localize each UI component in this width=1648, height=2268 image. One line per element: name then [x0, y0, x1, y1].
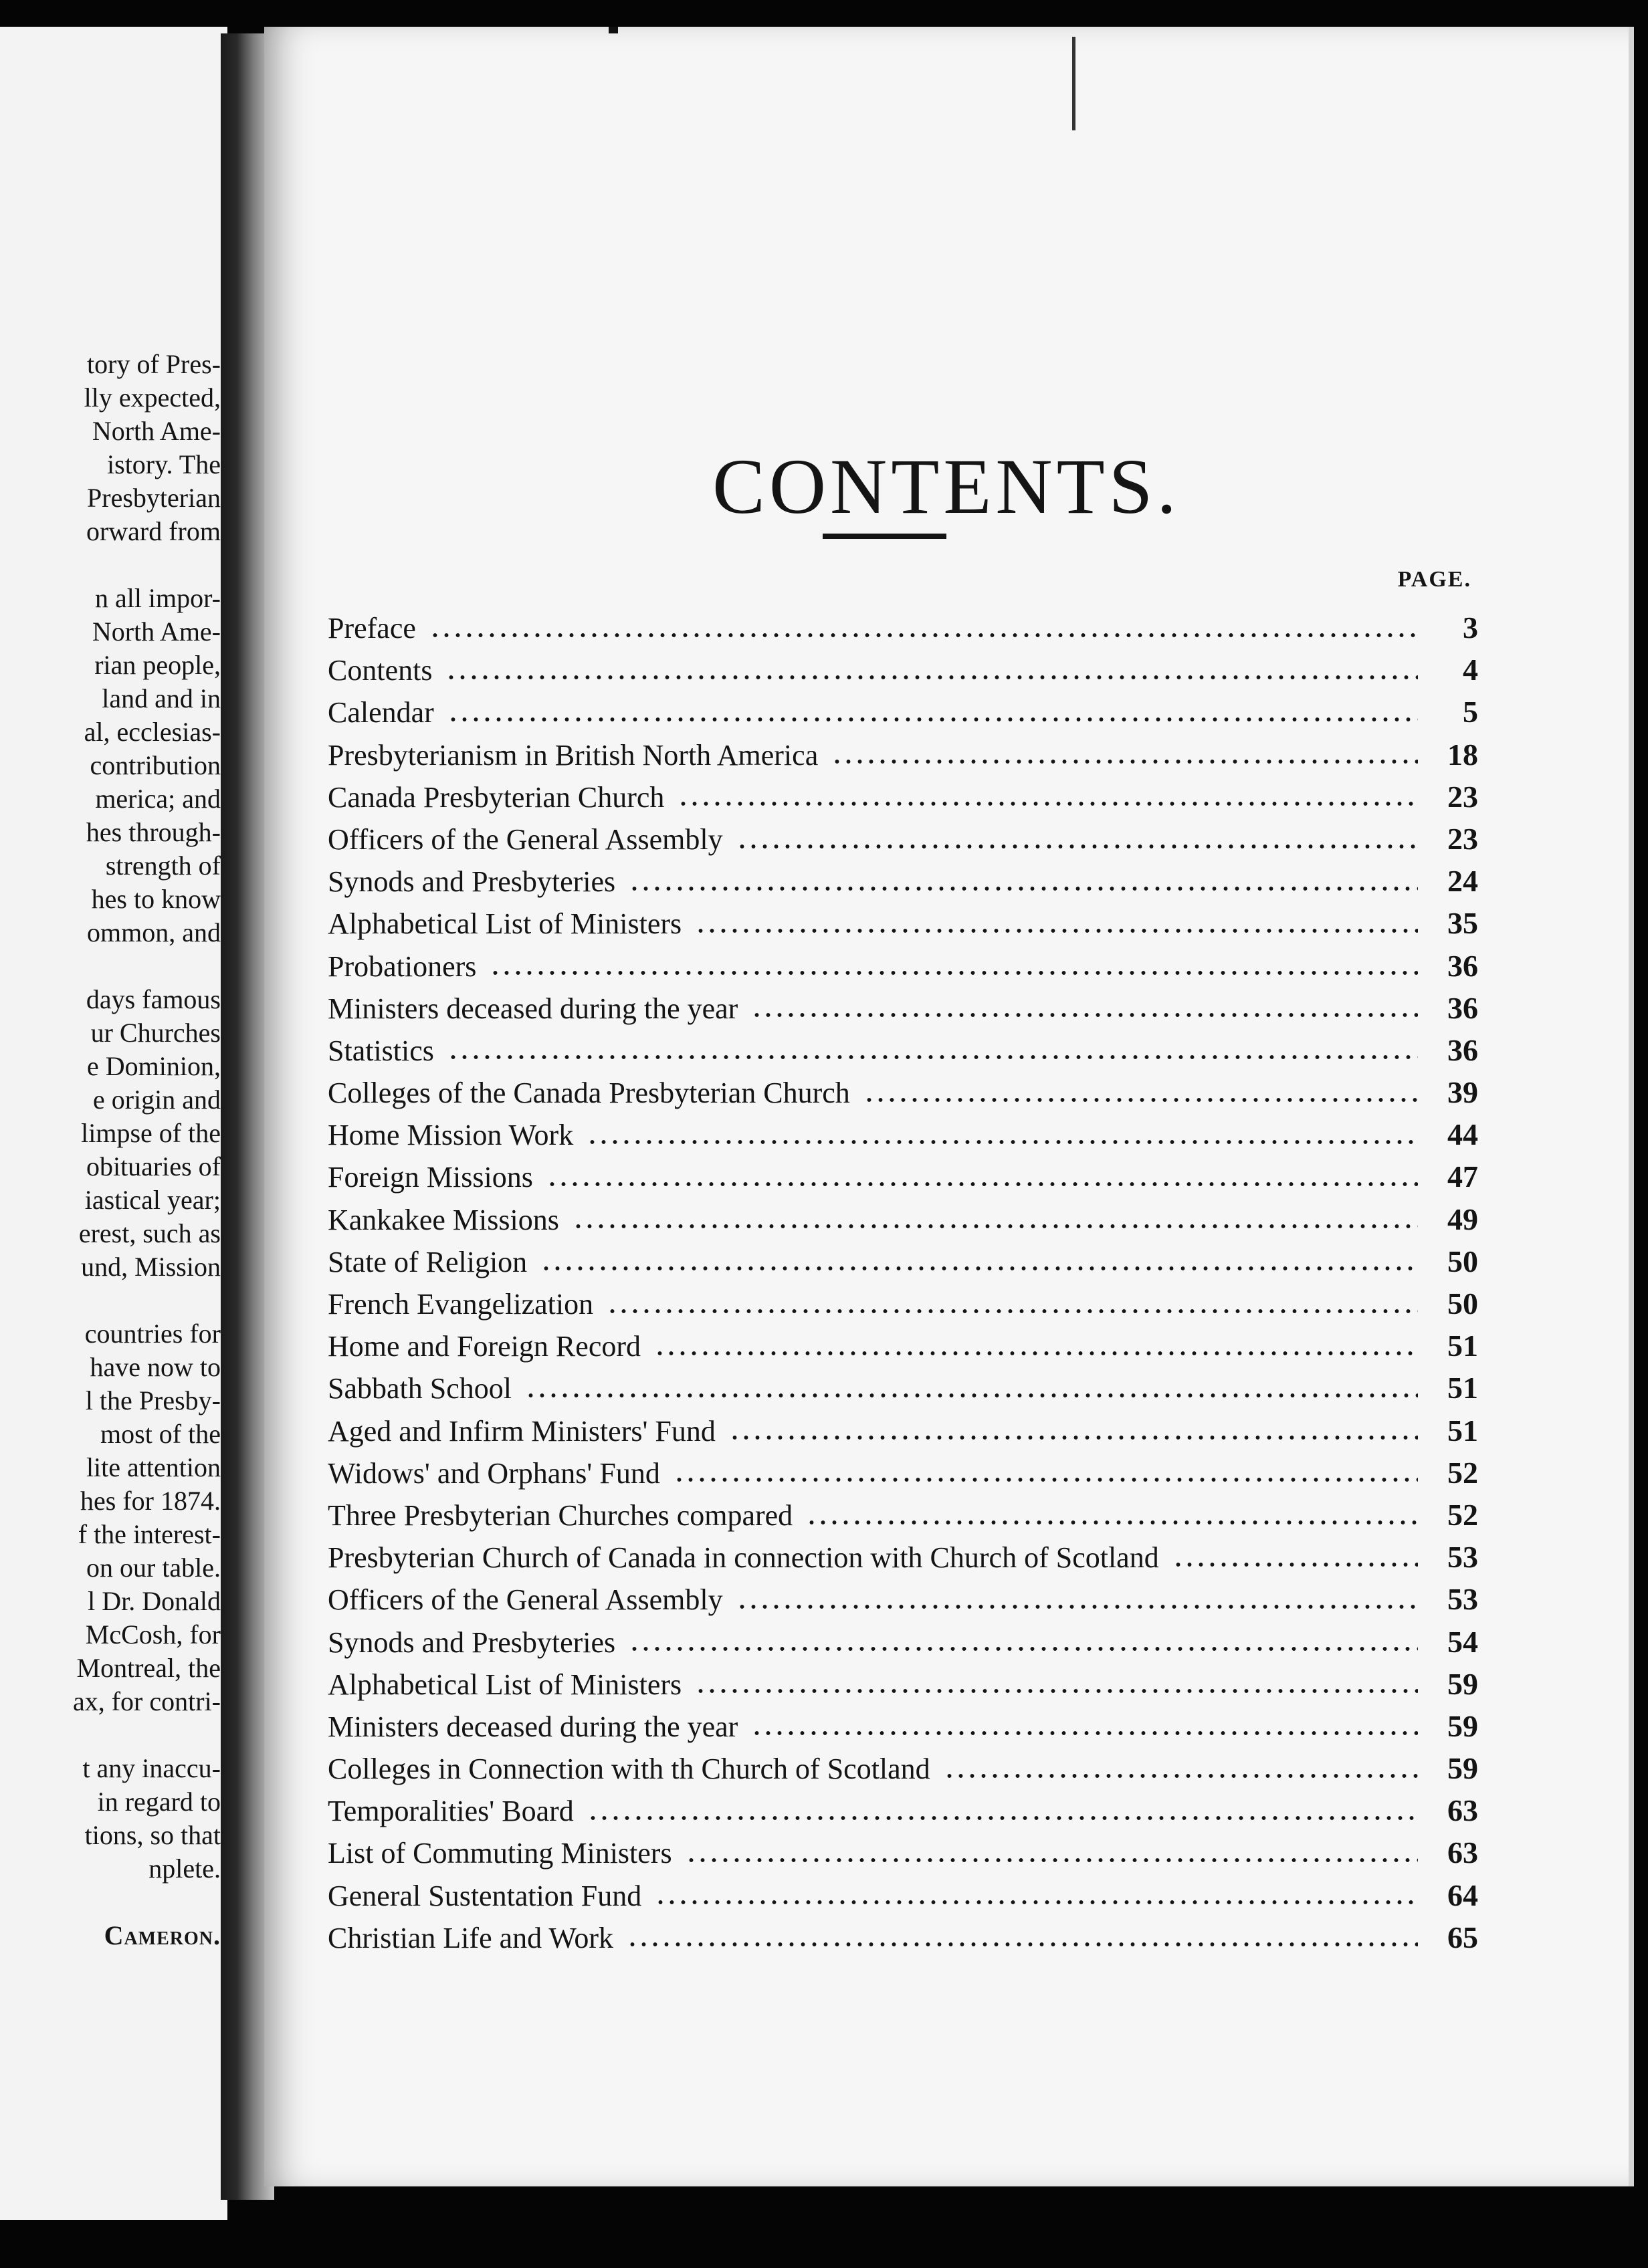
text-line: land and in [102, 683, 221, 713]
toc-entry-page: 36 [1447, 1032, 1478, 1067]
toc-entry-page: 51 [1447, 1371, 1478, 1405]
left-page [0, 27, 227, 2220]
text-line: Presbyterian [87, 483, 221, 513]
text-line: Montreal, the [76, 1653, 221, 1683]
toc-entry-label: Colleges in Connection with th Church of Scotland [328, 1752, 930, 1786]
toc-entry-page: 4 [1463, 653, 1478, 687]
text-line: l the Presby- [85, 1385, 221, 1415]
left-page-text [0, 348, 221, 1952]
dot-leader [806, 1518, 1418, 1527]
toc-entry-page: 53 [1447, 1540, 1478, 1575]
toc-entry-label: Home and Foreign Record [328, 1330, 641, 1363]
dot-leader [863, 1095, 1418, 1105]
text-line: erest, such as [78, 1218, 221, 1248]
dot-leader [490, 968, 1418, 978]
toc-entry [328, 1708, 1478, 1750]
paragraph-gap [0, 1718, 221, 1752]
dot-leader [736, 1602, 1418, 1611]
toc-entry-page: 51 [1447, 1329, 1478, 1363]
toc-entry [328, 1159, 1478, 1201]
toc-entry-label: Officers of the General Assembly [328, 1583, 723, 1617]
toc-entry-label: Synods and Presbyteries [328, 865, 616, 899]
text-line: hes to know [91, 884, 221, 914]
toc-entry-label: Ministers deceased during the year [328, 992, 738, 1025]
toc-entry [328, 694, 1478, 736]
toc-entry [328, 863, 1478, 905]
toc-entry [328, 948, 1478, 990]
toc-entry-page: 24 [1447, 864, 1478, 899]
toc-entry-page: 23 [1447, 779, 1478, 814]
toc-entry [328, 1835, 1478, 1877]
toc-entry [328, 1117, 1478, 1159]
toc-entry [328, 1539, 1478, 1581]
dot-leader [751, 1728, 1418, 1738]
toc-entry-page: 50 [1447, 1244, 1478, 1278]
text-line: lly expected, [84, 382, 221, 413]
toc-entry [328, 1793, 1478, 1835]
dot-leader [546, 1179, 1418, 1189]
toc-entry [328, 1202, 1478, 1244]
toc-entry [328, 737, 1478, 779]
text-line: limpse of the [81, 1118, 221, 1148]
toc-entry-label: Christian Life and Work [328, 1921, 614, 1954]
dot-leader [695, 1686, 1418, 1696]
text-line: days famous [86, 984, 221, 1014]
toc-entry [328, 1750, 1478, 1793]
signature-line: Cameron. [104, 1920, 221, 1950]
toc-entry-page: 59 [1447, 1708, 1478, 1743]
text-line: t any inaccu- [82, 1753, 221, 1783]
toc-entry-page: 52 [1447, 1455, 1478, 1490]
toc-entry-page: 18 [1447, 737, 1478, 772]
dot-leader [944, 1771, 1418, 1781]
text-line: tions, so that [84, 1820, 221, 1850]
toc-entry [328, 1497, 1478, 1539]
text-line: tory of Pres- [87, 349, 221, 379]
text-line: iastical year; [84, 1185, 221, 1215]
toc-entry [328, 779, 1478, 821]
text-line: l Dr. Donald [88, 1586, 221, 1616]
text-line: in regard to [97, 1787, 221, 1817]
dot-leader [525, 1391, 1418, 1400]
toc-entry-page: 52 [1447, 1497, 1478, 1532]
toc-entry [328, 1370, 1478, 1412]
toc-entry-page: 63 [1447, 1835, 1478, 1870]
toc-entry-page: 5 [1463, 695, 1478, 729]
text-line: merica; and [95, 784, 221, 814]
text-line: obituaries of [86, 1151, 221, 1181]
dot-leader [445, 673, 1418, 682]
dot-leader [587, 1813, 1418, 1823]
toc-entry-label: Contents [328, 654, 433, 687]
text-line: ommon, and [87, 917, 221, 947]
toc-entry-page: 36 [1447, 948, 1478, 983]
text-line: n all impor- [94, 583, 221, 613]
dot-leader [674, 1475, 1418, 1484]
text-line: lite attention [86, 1452, 221, 1482]
toc-entry-label: Kankakee Missions [328, 1203, 559, 1236]
toc-entry-label: Three Presbyterian Churches compared [328, 1498, 793, 1532]
toc-entry-label: List of Commuting Ministers [328, 1837, 672, 1870]
toc-entry [328, 1455, 1478, 1497]
paragraph-gap [0, 949, 221, 983]
text-line: istory. The [107, 449, 221, 479]
toc-entry [328, 1878, 1478, 1920]
toc-entry-page: 36 [1447, 990, 1478, 1025]
dot-leader [695, 926, 1418, 935]
toc-entry-label: French Evangelization [328, 1288, 594, 1321]
toc-entry-page: 23 [1447, 821, 1478, 856]
text-line: contribution [90, 750, 221, 780]
toc-entry-page: 54 [1447, 1624, 1478, 1659]
toc-entry-label: Widows' and Orphans' Fund [328, 1456, 660, 1490]
toc-entry [328, 1244, 1478, 1286]
toc-entry-page: 51 [1447, 1413, 1478, 1448]
toc-entry-label: Aged and Infirm Ministers' Fund [328, 1414, 716, 1448]
text-line: North Ame- [92, 416, 221, 446]
dot-leader [686, 1855, 1418, 1865]
toc-entry [328, 990, 1478, 1032]
toc-entry-label: Synods and Presbyteries [328, 1625, 616, 1659]
toc-entry-label: State of Religion [328, 1245, 528, 1278]
toc-entry [328, 610, 1478, 652]
toc-entry-page: 47 [1447, 1159, 1478, 1194]
paragraph-gap [0, 548, 221, 582]
text-line: most of the [100, 1419, 221, 1449]
dot-leader [447, 1052, 1418, 1062]
dot-leader [1172, 1560, 1418, 1569]
toc-entry-label: Presbyterianism in British North America [328, 738, 819, 772]
text-line: ur Churches [90, 1018, 221, 1048]
toc-entry-label: Presbyterian Church of Canada in connection with Church of Scotland [328, 1541, 1159, 1575]
paragraph-gap [0, 1886, 221, 1919]
toc-entry-label: Calendar [328, 696, 434, 729]
dot-leader [678, 799, 1418, 808]
toc-entry-page: 3 [1463, 610, 1478, 645]
dot-leader [607, 1307, 1418, 1316]
text-line: hes through- [86, 817, 221, 847]
scan-mark [1072, 37, 1075, 130]
toc-entry-label: Home Mission Work [328, 1119, 574, 1152]
dot-leader [831, 757, 1418, 766]
text-line: orward from [86, 516, 221, 546]
toc-entry-label: Alphabetical List of Ministers [328, 907, 682, 941]
toc-entry-page: 50 [1447, 1286, 1478, 1321]
toc-entry-page: 53 [1447, 1582, 1478, 1617]
text-line: have now to [90, 1352, 221, 1382]
toc-entry [328, 1286, 1478, 1328]
toc-entry-page: 35 [1447, 906, 1478, 941]
toc-entry-label: Sabbath School [328, 1372, 512, 1405]
text-line: McCosh, for [85, 1619, 221, 1650]
toc-entry-label: Officers of the General Assembly [328, 822, 723, 856]
text-line: f the interest- [78, 1519, 221, 1549]
toc-entry-label: Colleges of the Canada Presbyterian Church [328, 1076, 850, 1110]
dot-leader [573, 1222, 1418, 1231]
toc-entry [328, 1032, 1478, 1074]
dot-leader [447, 715, 1418, 724]
toc-entry-page: 59 [1447, 1751, 1478, 1786]
toc-entry-page: 49 [1447, 1202, 1478, 1236]
toc-entry [328, 1581, 1478, 1623]
toc-entry [328, 905, 1478, 947]
text-line: und, Mission [81, 1252, 221, 1282]
toc-entry-page: 59 [1447, 1666, 1478, 1701]
page-title: CONTENTS. [712, 443, 1180, 530]
title-rule [823, 534, 946, 539]
text-line: ax, for contri- [72, 1686, 221, 1716]
dot-leader [429, 631, 1418, 640]
dot-leader [655, 1898, 1418, 1907]
dot-leader [627, 1940, 1418, 1949]
dot-leader [540, 1264, 1418, 1273]
toc-entry-label: Foreign Missions [328, 1161, 533, 1194]
toc-entry-page: 64 [1447, 1878, 1478, 1912]
toc-entry-label: Ministers deceased during the year [328, 1710, 738, 1743]
text-line: hes for 1874. [80, 1486, 221, 1516]
dot-leader [729, 1433, 1418, 1442]
toc-entry-page: 63 [1447, 1793, 1478, 1828]
dot-leader [751, 1010, 1418, 1020]
text-line: al, ecclesias- [84, 717, 221, 747]
toc-entry [328, 1666, 1478, 1708]
toc-entry [328, 1624, 1478, 1666]
toc-entry-label: Probationers [328, 949, 477, 983]
toc-entry [328, 652, 1478, 694]
contents-list [328, 610, 1478, 1962]
dot-leader [629, 1644, 1418, 1654]
text-line: e origin and [92, 1085, 221, 1115]
paragraph-gap [0, 1284, 221, 1317]
toc-entry [328, 821, 1478, 863]
page-column-heading: PAGE. [1397, 567, 1471, 592]
text-line: North Ame- [92, 616, 221, 647]
toc-entry-page: 65 [1447, 1920, 1478, 1954]
toc-entry [328, 1413, 1478, 1455]
dot-leader [654, 1349, 1418, 1358]
text-line: strength of [105, 850, 221, 881]
dot-leader [629, 884, 1418, 893]
toc-entry-page: 44 [1447, 1117, 1478, 1152]
text-line: on our table. [86, 1553, 221, 1583]
toc-entry-page: 39 [1447, 1075, 1478, 1110]
text-line: e Dominion, [87, 1051, 221, 1081]
toc-entry [328, 1328, 1478, 1370]
toc-entry-label: Statistics [328, 1034, 434, 1067]
toc-entry-label: Alphabetical List of Ministers [328, 1668, 682, 1701]
scan-speck [609, 27, 618, 33]
dot-leader [587, 1137, 1418, 1147]
toc-entry [328, 1074, 1478, 1117]
text-line: rian people, [94, 650, 221, 680]
toc-entry-label: General Sustentation Fund [328, 1879, 642, 1912]
toc-entry-label: Preface [328, 612, 416, 645]
toc-entry-label: Canada Presbyterian Church [328, 780, 665, 814]
dot-leader [736, 842, 1418, 851]
text-line: countries for [84, 1319, 221, 1349]
toc-entry-label: Temporalities' Board [328, 1795, 574, 1828]
right-page [264, 27, 1634, 2186]
toc-entry [328, 1920, 1478, 1962]
text-line: nplete. [148, 1853, 221, 1884]
